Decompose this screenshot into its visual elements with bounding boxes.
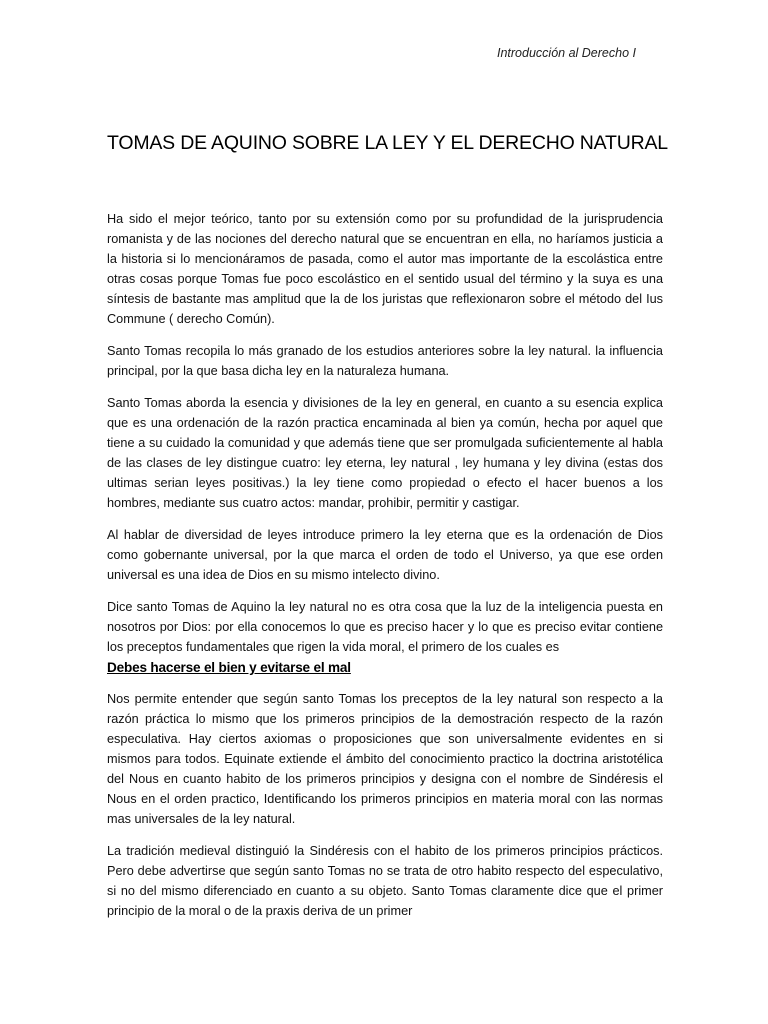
emphasized-principle: Debes hacerse el bien y evitarse el mal	[107, 660, 351, 675]
paragraph-1: Ha sido el mejor teórico, tanto por su extensión como por su profundidad de la jurisprudencia romanista y de las nociones del derecho natural que se encuentran en ella, no haríamos justicia a la historia si lo mencionáramos de pasada, como el autor mas importante de la escolástica entre otras cosas porque Tomas fue poco escolástico en el sentido usual del término y la suya es una síntesis de bastante mas amplitud que la de los juristas que reflexionaron sobre el método del Ius Commune ( derecho Común).	[107, 212, 663, 326]
running-header: Introducción al Derecho I	[497, 46, 636, 60]
paragraph-2: Santo Tomas recopila lo más granado de los estudios anteriores sobre la ley natural. la influencia principal, por la que basa dicha ley en la naturaleza humana.	[107, 344, 663, 378]
paragraph-7: La tradición medieval distinguió la Sindéresis con el habito de los primeros principios prácticos. Pero debe advertirse que según santo Tomas no se trata de otro habito respecto del especulativo, si no del mismo diferenciado en cuanto a su objeto. Santo Tomas claramente dice que el primer principio de la moral o de la praxis deriva de un primer	[107, 844, 663, 918]
document-body	[107, 209, 663, 933]
paragraph-4: Al hablar de diversidad de leyes introduce primero la ley eterna que es la ordenación de Dios como gobernante universal, por la que marca el orden de todo el Universo, ya que ese orden universal es una idea de Dios en su mismo intelecto divino.	[107, 528, 663, 582]
paragraph-5: Dice santo Tomas de Aquino la ley natural no es otra cosa que la luz de la inteligencia puesta en nosotros por Dios: por ella conocemos lo que es preciso hacer y lo que es preciso evitar contiene los preceptos fundamentales que rigen la vida moral, el primero de los cuales es	[107, 600, 663, 654]
document-title: TOMAS DE AQUINO SOBRE LA LEY Y EL DERECHO NATURAL	[107, 132, 668, 154]
paragraph-3: Santo Tomas aborda la esencia y divisiones de la ley en general, en cuanto a su esencia explica que es una ordenación de la razón practica encaminada al bien ya común, hecha por aquel que tiene a su cuidado la comunidad y que además tiene que ser promulgada suficientemente al habla de las clases de ley distingue cuatro: ley eterna, ley natural , ley humana y ley divina (estas dos ultimas serian leyes positivas.) la ley tiene como propiedad o efecto el hacer buenos a los hombres, mediante sus cuatro actos: mandar, prohibir, permitir y castigar.	[107, 396, 663, 510]
paragraph-6: Nos permite entender que según santo Tomas los preceptos de la ley natural son respecto a la razón práctica lo mismo que los primeros principios de la demostración respecto de la razón especulativa. Hay ciertos axiomas o proposiciones que son universalmente evidentes en si mismos para todos. Equinate extiende el ámbito del conocimiento practico la doctrina aristotélica del Nous en cuanto habito de los primeros principios y designa con el nombre de Sindéresis el Nous en el orden practico, Identificando los primeros principios en materia moral con las normas mas universales de la ley natural.	[107, 692, 663, 826]
